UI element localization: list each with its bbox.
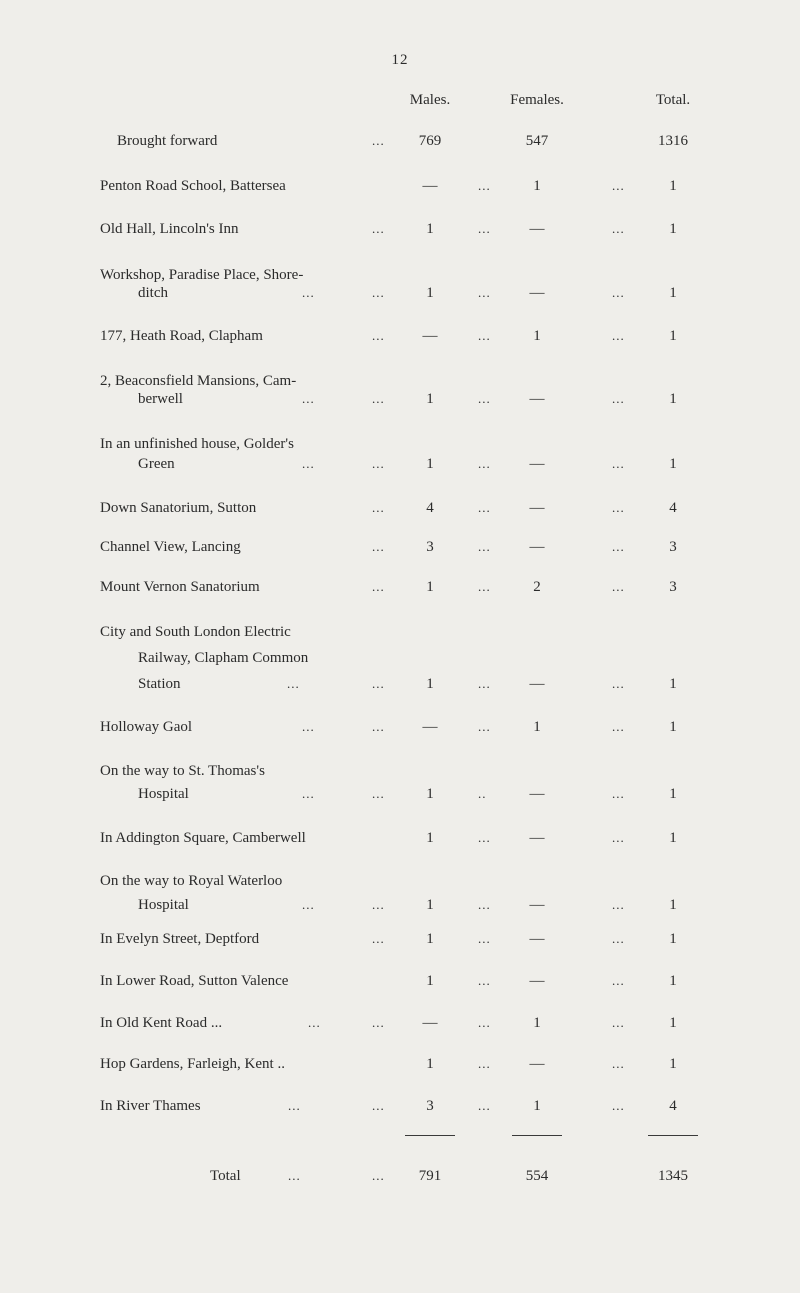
table-row	[0, 1098, 800, 1122]
leader-dots: ...	[612, 539, 625, 554]
table-row	[0, 931, 800, 955]
females-value: —	[529, 1056, 545, 1072]
row-label: Brought forward	[117, 133, 218, 149]
total-value: 4	[669, 1098, 677, 1114]
leader-dots: ..	[478, 786, 487, 801]
leader-dots: ...	[308, 1015, 321, 1030]
total-value: 1	[669, 456, 677, 472]
row-label: 2, Beaconsfield Mansions, Cam-	[100, 373, 297, 389]
table-row	[0, 178, 800, 202]
row-label-continuation: Station	[138, 676, 181, 692]
leader-dots: ...	[478, 897, 491, 912]
leader-dots: ...	[372, 1168, 385, 1183]
females-value: —	[529, 500, 545, 516]
females-value: 1	[533, 178, 541, 194]
males-value: 3	[426, 1098, 434, 1114]
males-value: 1	[426, 931, 434, 947]
leader-dots: ...	[478, 539, 491, 554]
females-header: Females.	[510, 92, 564, 108]
leader-dots: ...	[478, 973, 491, 988]
grand-total: 1345	[658, 1168, 688, 1184]
leader-dots: ...	[478, 1098, 491, 1113]
row-label: In Addington Square, Camberwell	[100, 830, 306, 846]
table-row	[0, 786, 800, 810]
total-value: 1	[669, 391, 677, 407]
females-value: —	[529, 676, 545, 692]
leader-dots: ...	[372, 133, 385, 148]
males-value: 1	[426, 676, 434, 692]
males-value: —	[422, 328, 438, 344]
table-row	[0, 1015, 800, 1039]
females-value: —	[529, 786, 545, 802]
males-value: —	[422, 1015, 438, 1031]
row-label: In an unfinished house, Golder's	[100, 436, 294, 452]
total-value: 1	[669, 931, 677, 947]
table-row	[0, 1056, 800, 1080]
leader-dots: ...	[612, 830, 625, 845]
leader-dots: ...	[372, 391, 385, 406]
leader-dots: ...	[478, 676, 491, 691]
table-row	[0, 897, 800, 921]
row-label: In River Thames	[100, 1098, 201, 1114]
leader-dots: ...	[478, 579, 491, 594]
total-label: Total	[210, 1168, 241, 1184]
leader-dots: ...	[372, 786, 385, 801]
males-value: 1	[426, 456, 434, 472]
leader-dots: ...	[372, 1015, 385, 1030]
row-label-continuation: ditch	[138, 285, 168, 301]
leader-dots: ...	[372, 897, 385, 912]
leader-dots: ...	[478, 1056, 491, 1071]
males-value: 1	[426, 221, 434, 237]
row-label-continuation: berwell	[138, 391, 183, 407]
leader-dots: ...	[612, 786, 625, 801]
males-value: 1	[426, 786, 434, 802]
table-row-line	[0, 873, 800, 897]
leader-dots: ...	[372, 328, 385, 343]
leader-dots: ...	[302, 456, 315, 471]
row-label: Old Hall, Lincoln's Inn	[100, 221, 239, 237]
row-label: Workshop, Paradise Place, Shore-	[100, 267, 304, 283]
leader-dots: ...	[372, 1098, 385, 1113]
row-label: Channel View, Lancing	[100, 539, 241, 555]
row-label: In Old Kent Road ...	[100, 1015, 223, 1031]
row-label: In Lower Road, Sutton Valence	[100, 973, 289, 989]
leader-dots: ...	[302, 719, 315, 734]
page-number: 12	[391, 52, 409, 68]
leader-dots: ...	[612, 897, 625, 912]
males-value: 1	[426, 579, 434, 595]
leader-dots: ...	[478, 178, 491, 193]
males-value: 1	[426, 285, 434, 301]
leader-dots: ...	[302, 285, 315, 300]
total-value: 1	[669, 1015, 677, 1031]
row-label-continuation: Green	[138, 456, 175, 472]
table-row-line	[0, 624, 800, 648]
table-row	[0, 328, 800, 352]
leader-dots: ...	[372, 719, 385, 734]
leader-dots: ...	[372, 579, 385, 594]
females-value: —	[529, 973, 545, 989]
leader-dots: ...	[612, 456, 625, 471]
leader-dots: ...	[372, 456, 385, 471]
leader-dots: ...	[612, 579, 625, 594]
total-header: Total.	[655, 92, 691, 108]
total-value: 3	[669, 539, 677, 555]
leader-dots: ...	[287, 676, 300, 691]
females-total: 554	[525, 1168, 549, 1184]
total-value: 1	[669, 830, 677, 846]
leader-dots: ...	[478, 285, 491, 300]
males-value: 769	[418, 133, 442, 149]
sum-rule-females	[512, 1135, 562, 1136]
females-value: —	[529, 456, 545, 472]
total-value: 1	[669, 786, 677, 802]
leader-dots: ...	[288, 1098, 301, 1113]
males-header: Males.	[409, 92, 451, 108]
males-value: 1	[426, 830, 434, 846]
leader-dots: ...	[612, 500, 625, 515]
leader-dots: ...	[372, 931, 385, 946]
leader-dots: ...	[478, 456, 491, 471]
leader-dots: ...	[372, 676, 385, 691]
row-label: On the way to St. Thomas's	[100, 763, 265, 779]
females-value: —	[529, 931, 545, 947]
table-row	[0, 830, 800, 854]
table-row	[0, 456, 800, 480]
males-value: 1	[426, 897, 434, 913]
total-value: 1	[669, 1056, 677, 1072]
sum-rule-males	[405, 1135, 455, 1136]
total-value: 1	[669, 328, 677, 344]
leader-dots: ...	[302, 786, 315, 801]
row-label: Holloway Gaol	[100, 719, 193, 735]
leader-dots: ...	[612, 931, 625, 946]
leader-dots: ...	[302, 897, 315, 912]
total-row	[0, 1168, 800, 1192]
leader-dots: ...	[612, 285, 625, 300]
leader-dots: ...	[612, 391, 625, 406]
leader-dots: ...	[612, 719, 625, 734]
sum-rule-total	[648, 1135, 698, 1136]
row-label-continuation: Railway, Clapham Common	[138, 650, 309, 666]
leader-dots: ...	[372, 539, 385, 554]
table-row-line	[0, 650, 800, 674]
leader-dots: ...	[612, 973, 625, 988]
total-value: 1	[669, 178, 677, 194]
table-row	[0, 676, 800, 700]
total-value: 1	[669, 221, 677, 237]
males-value: 1	[426, 973, 434, 989]
row-label: Mount Vernon Sanatorium	[100, 579, 260, 595]
females-value: 547	[525, 133, 549, 149]
table-row	[0, 579, 800, 603]
table-row	[0, 719, 800, 743]
females-value: —	[529, 830, 545, 846]
leader-dots: ...	[612, 676, 625, 691]
leader-dots: ...	[478, 931, 491, 946]
leader-dots: ...	[478, 719, 491, 734]
total-value: 3	[669, 579, 677, 595]
total-value: 1316	[658, 133, 688, 149]
leader-dots: ...	[612, 1015, 625, 1030]
females-value: 1	[533, 1098, 541, 1114]
total-value: 1	[669, 676, 677, 692]
row-label-continuation: Hospital	[138, 786, 189, 802]
males-value: 4	[426, 500, 434, 516]
leader-dots: ...	[612, 221, 625, 236]
table-row	[0, 285, 800, 309]
total-value: 1	[669, 285, 677, 301]
row-label: Hop Gardens, Farleigh, Kent ..	[100, 1056, 285, 1072]
females-value: —	[529, 391, 545, 407]
females-value: —	[529, 285, 545, 301]
leader-dots: ...	[478, 1015, 491, 1030]
leader-dots: ...	[478, 328, 491, 343]
table-row	[0, 221, 800, 245]
table-row	[0, 973, 800, 997]
females-value: —	[529, 539, 545, 555]
leader-dots: ...	[372, 285, 385, 300]
females-value: 1	[533, 328, 541, 344]
leader-dots: ...	[612, 178, 625, 193]
table-row-line	[0, 763, 800, 787]
table-row	[0, 539, 800, 563]
leader-dots: ...	[302, 391, 315, 406]
row-label: In Evelyn Street, Deptford	[100, 931, 260, 947]
leader-dots: ...	[478, 830, 491, 845]
total-value: 4	[669, 500, 677, 516]
total-value: 1	[669, 897, 677, 913]
males-value: 1	[426, 1056, 434, 1072]
table-row	[0, 391, 800, 415]
leader-dots: ...	[372, 500, 385, 515]
leader-dots: ...	[478, 500, 491, 515]
row-label: 177, Heath Road, Clapham	[100, 328, 263, 344]
total-value: 1	[669, 719, 677, 735]
table-row	[0, 133, 800, 157]
row-label: Down Sanatorium, Sutton	[100, 500, 257, 516]
females-value: 2	[533, 579, 541, 595]
row-label: Penton Road School, Battersea	[100, 178, 286, 194]
leader-dots: ...	[372, 221, 385, 236]
leader-dots: ...	[612, 1098, 625, 1113]
males-value: —	[422, 719, 438, 735]
males-total: 791	[418, 1168, 442, 1184]
leader-dots: ...	[478, 221, 491, 236]
leader-dots: ...	[478, 391, 491, 406]
females-value: 1	[533, 1015, 541, 1031]
males-value: 1	[426, 391, 434, 407]
leader-dots: ...	[612, 1056, 625, 1071]
row-label: City and South London Electric	[100, 624, 291, 640]
row-label-continuation: Hospital	[138, 897, 189, 913]
leader-dots: ...	[612, 328, 625, 343]
females-value: 1	[533, 719, 541, 735]
females-value: —	[529, 897, 545, 913]
females-value: —	[529, 221, 545, 237]
males-value: 3	[426, 539, 434, 555]
leader-dots: ...	[288, 1168, 301, 1183]
males-value: —	[422, 178, 438, 194]
row-label: On the way to Royal Waterloo	[100, 873, 283, 889]
table-row	[0, 500, 800, 524]
total-value: 1	[669, 973, 677, 989]
